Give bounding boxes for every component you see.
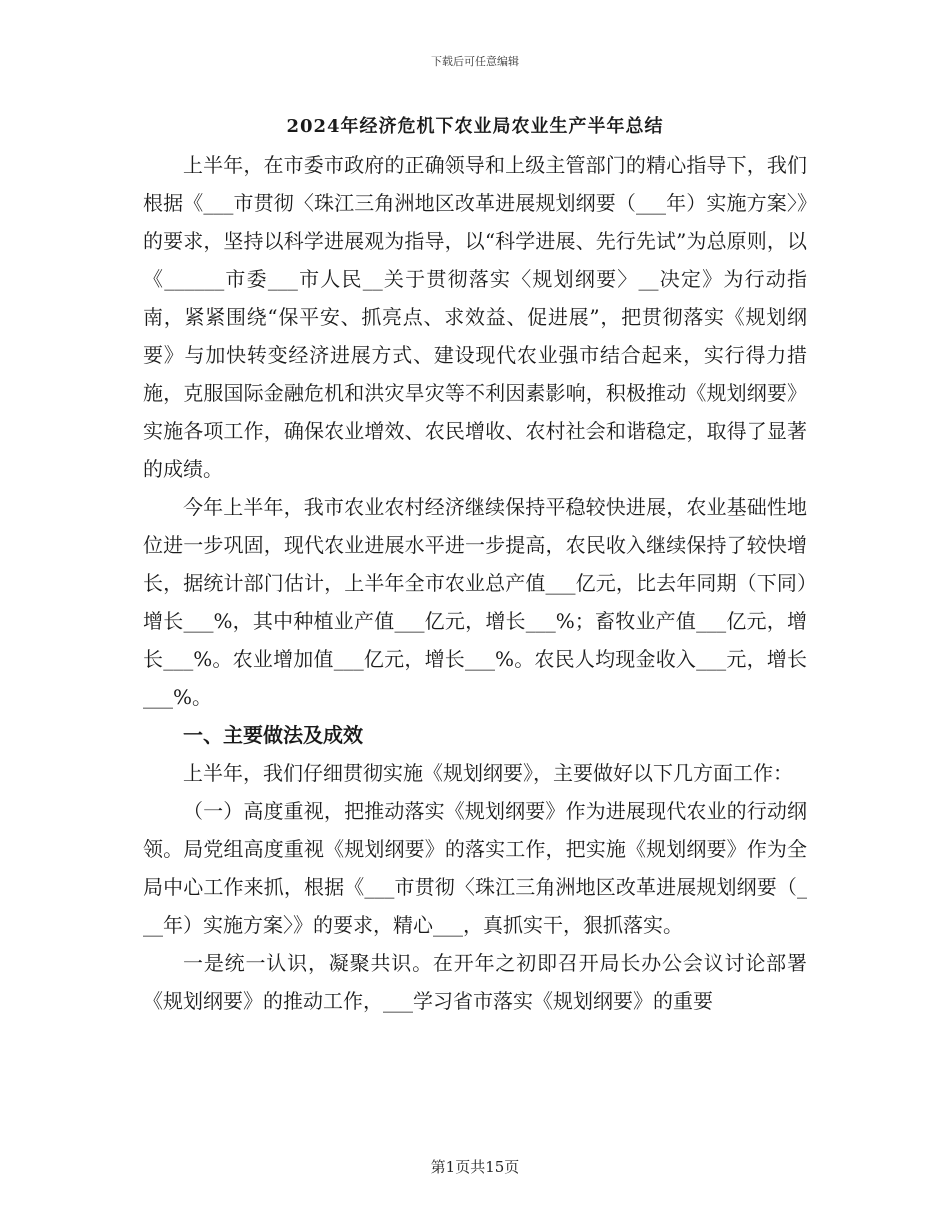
paragraph-work-overview: 上半年，我们仔细贯彻实施《规划纲要》，主要做好以下几方面工作： (183, 761, 793, 785)
document-title: 2024年经济危机下农业局农业生产半年总结 (286, 116, 664, 137)
section-heading: 一、主要做法及成效 (183, 723, 363, 747)
header-note: 下载后可任意编辑 (431, 55, 519, 68)
paragraph-item-1-detail: 一是统一认识，凝聚共识。在开年之初即召开局长办公会议讨论部署《规划纲要》的推动工作，___学习省市落实《规划纲要》的重要 (143, 951, 807, 1013)
document-body (143, 108, 807, 1020)
paragraph-summary: 今年上半年，我市农业农村经济继续保持平稳较快进展，农业基础性地位进一步巩固，现代农业进展水平进一步提高，农民收入继续保持了较快增长，据统计部门估计，上半年全市农业总产值___亿元，比去年同期（下同）增长___%，其中种植业产值___亿元，增长___%；畜牧业产值___亿元，增长___%。农业增加值___亿元，增长___%。农民人均现金收入___元，增长___%。 (143, 495, 807, 709)
paragraph-item-1: （一）高度重视，把推动落实《规划纲要》作为进展现代农业的行动纲领。局党组高度重视《规划纲要》的落实工作，把实施《规划纲要》作为全局中心工作来抓，根据《___市贯彻〈珠江三角洲地区改革进展规划纲要（___年）实施方案〉》的要求，精心___，真抓实干，狠抓落实。 (143, 799, 807, 937)
paragraph-intro: 上半年，在市委市政府的正确领导和上级主管部门的精心指导下，我们根据《___市贯彻〈珠江三角洲地区改革进展规划纲要（___年）实施方案〉》的要求，坚持以科学进展观为指导，以“科学进展、先行先试”为总原则，以《______市委___市人民__关于贯彻落实〈规划纲要〉__决定》为行动指南，紧紧围绕“保平安、抓亮点、求效益、促进展”，把贯彻落实《规划纲要》与加快转变经济进展方式、建设现代农业强市结合起来，实行得力措施，克服国际金融危机和洪灾旱灾等不利因素影响，积极推动《规划纲要》实施各项工作，确保农业增效、农民增收、农村社会和谐稳定，取得了显著的成绩。 (143, 153, 807, 481)
page-footer: 第1页共15页 (430, 1158, 520, 1176)
